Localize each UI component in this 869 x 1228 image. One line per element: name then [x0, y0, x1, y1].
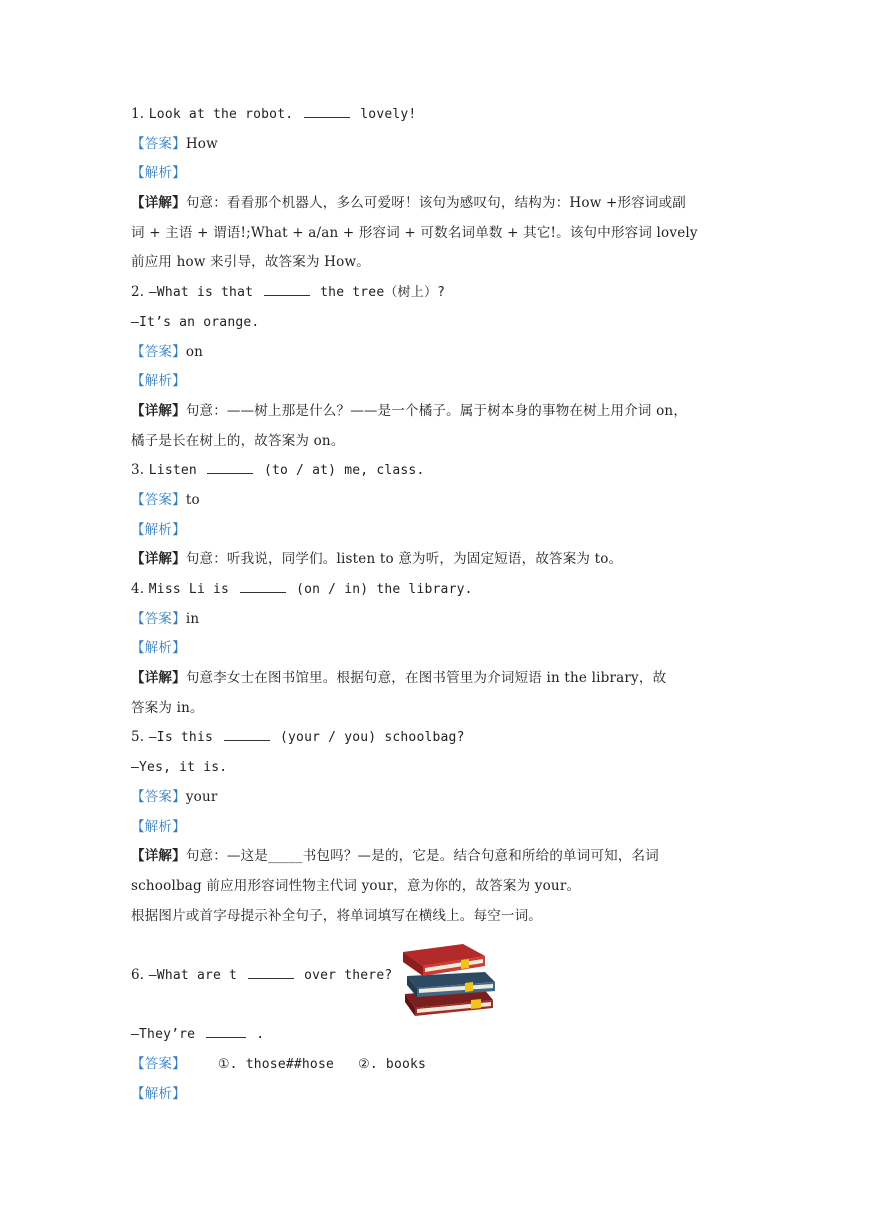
detail-text: 前应用 how 来引导，故答案为 How。 — [131, 254, 370, 271]
stack-of-books-icon — [401, 938, 499, 1018]
question-1 — [131, 100, 741, 130]
fill-blank — [240, 578, 286, 593]
analysis-label: 【解析】 — [131, 165, 186, 182]
question-number: 3. — [131, 462, 145, 479]
detail-text: 句意李女士在图书馆里。根据句意，在图书管里为介词短语 in the library，故 — [185, 670, 667, 687]
detail-row — [131, 664, 741, 694]
question-text: Miss Li is — [148, 582, 230, 597]
question-text: over there? — [304, 967, 393, 983]
answer-value: How — [185, 135, 218, 152]
analysis-row — [131, 367, 741, 397]
answer-label: 【答案】 — [131, 491, 186, 508]
detail-row — [131, 842, 741, 872]
answer-value-2: ②. books — [358, 1057, 427, 1072]
fill-blank — [304, 103, 350, 118]
analysis-row — [131, 1080, 741, 1110]
answer-row — [131, 338, 741, 368]
analysis-row — [131, 159, 741, 189]
fill-blank — [206, 1023, 246, 1038]
detail-text: 句意：——树上那是什么？——是一个橘子。属于树本身的事物在树上用介词 on， — [185, 402, 688, 419]
question-text: —What is that — [148, 285, 254, 301]
detail-row — [131, 189, 741, 219]
detail-text: 词 + 主语 + 谓语!;What + a/an + 形容词 + 可数名词单数 + 其它!。该句中形容词 lovely — [131, 224, 698, 241]
reply-text: —It’s an orange. — [131, 314, 260, 330]
analysis-label: 【解析】 — [131, 818, 186, 835]
question-text: lovely! — [360, 107, 417, 122]
detail-label: 【详解】 — [131, 195, 186, 212]
question-text: —What are t — [148, 967, 238, 983]
question-5 — [131, 723, 741, 753]
reply-text: —They’re — [131, 1027, 196, 1043]
question-2 — [131, 278, 741, 308]
question-number: 1. — [131, 106, 145, 122]
answer-row — [131, 605, 741, 635]
question-3 — [131, 456, 741, 486]
analysis-row — [131, 634, 741, 664]
answer-value: on — [185, 343, 204, 360]
question-number: 6. — [131, 966, 145, 983]
analysis-label: 【解析】 — [131, 521, 186, 538]
answer-row — [131, 783, 741, 813]
answer-value-1: ①. those##hose — [217, 1057, 335, 1072]
detail-text: 句意：看看那个机器人，多么可爱呀！该句为感叹句，结构为：How +形容词或副 — [185, 195, 686, 212]
question-number: 5. — [131, 729, 145, 746]
detail-text: 答案为 in。 — [131, 699, 204, 716]
detail-text: 句意：—这是_____书包吗？—是的，它是。结合句意和所给的单词可知，名词 — [185, 848, 659, 865]
reply-row — [131, 308, 741, 338]
answer-value: to — [185, 491, 200, 508]
answer-value: in — [185, 610, 200, 627]
question-text: (your / you) schoolbag? — [280, 730, 465, 746]
reply-row — [131, 753, 741, 783]
answer-label: 【答案】 — [131, 610, 186, 627]
answer-value: your — [185, 788, 218, 805]
fill-blank — [207, 459, 253, 474]
answer-row — [131, 130, 741, 160]
section-instruction — [131, 902, 741, 932]
analysis-label: 【解析】 — [131, 1085, 186, 1102]
question-text: Listen — [148, 463, 197, 479]
question-text: (on / in) the library. — [296, 582, 473, 597]
answer-row — [131, 1050, 741, 1080]
question-text: the tree（树上）? — [320, 285, 446, 301]
reply-text: —Yes, it is. — [131, 760, 228, 776]
answer-label: 【答案】 — [131, 788, 186, 805]
detail-row — [131, 397, 741, 427]
fill-blank — [248, 964, 294, 979]
detail-row — [131, 248, 741, 278]
question-text: —Is this — [148, 730, 213, 746]
question-number: 4. — [131, 581, 145, 597]
question-number: 2. — [131, 284, 145, 301]
reply-row — [131, 1020, 741, 1050]
detail-row — [131, 219, 741, 249]
detail-text: 句意：听我说，同学们。listen to 意为听，为固定短语，故答案为 to。 — [185, 551, 623, 568]
analysis-row — [131, 813, 741, 843]
answer-row — [131, 486, 741, 516]
detail-label: 【详解】 — [131, 402, 186, 419]
fill-blank — [224, 726, 270, 741]
detail-text: 橘子是长在树上的，故答案为 on。 — [131, 432, 345, 449]
reply-text: . — [256, 1027, 265, 1043]
fill-blank — [264, 281, 310, 296]
question-text: Look at the robot. — [148, 107, 294, 122]
detail-label: 【详解】 — [131, 670, 186, 687]
answer-label: 【答案】 — [131, 343, 186, 360]
detail-row — [131, 545, 741, 575]
instruction-text: 根据图片或首字母提示补全句子，将单词填写在横线上。每空一词。 — [131, 907, 542, 924]
detail-row — [131, 872, 741, 902]
detail-row — [131, 694, 741, 724]
detail-text: schoolbag 前应用形容词性物主代词 your，意为你的，故答案为 your。 — [131, 877, 581, 894]
detail-row — [131, 427, 741, 457]
question-4 — [131, 575, 741, 605]
answer-label: 【答案】 — [131, 135, 186, 152]
analysis-row — [131, 516, 741, 546]
detail-label: 【详解】 — [131, 848, 186, 865]
detail-label: 【详解】 — [131, 551, 186, 568]
analysis-label: 【解析】 — [131, 373, 186, 390]
worksheet-page — [131, 100, 741, 1109]
answer-label: 【答案】 — [131, 1056, 186, 1072]
analysis-label: 【解析】 — [131, 640, 186, 657]
question-text: (to / at) me, class. — [263, 463, 425, 479]
